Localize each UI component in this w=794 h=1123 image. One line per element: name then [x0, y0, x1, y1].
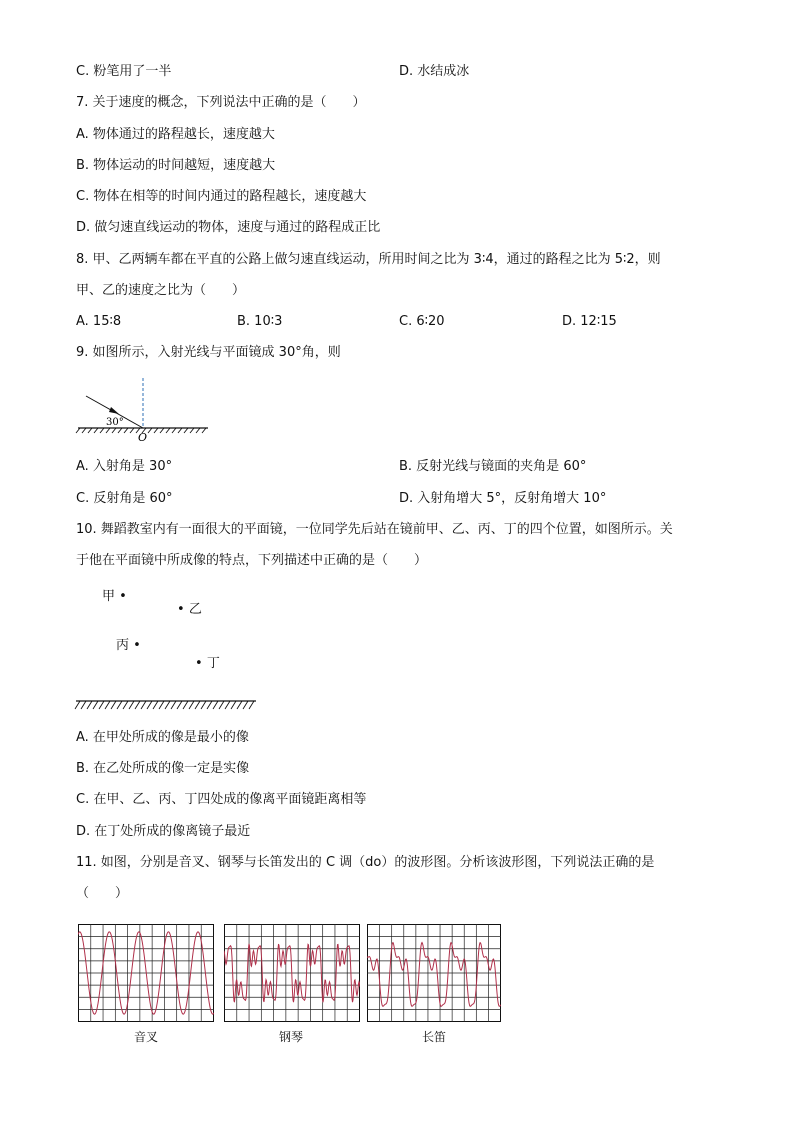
q9-option-b: B. 反射光线与镜面的夹角是 60°: [399, 459, 587, 474]
q6-option-d: D. 水结成冰: [399, 64, 470, 79]
q10-stem-line1: 10. 舞蹈教室内有一面很大的平面镜，一位同学先后站在镜前甲、乙、丙、丁的四个位置，如图所示。关: [76, 522, 673, 537]
q10-option-a: A. 在甲处所成的像是最小的像: [76, 730, 249, 745]
q7-option-b: B. 物体运动的时间越短，速度越大: [76, 158, 276, 173]
mirror-reflection-figure: [74, 374, 214, 444]
point-o-label: O: [138, 431, 148, 444]
position-bing: 丙 •: [116, 638, 141, 653]
q11-stem-line2: （ ）: [76, 886, 129, 901]
q8-stem-line1: 8. 甲、乙两辆车都在平直的公路上做匀速直线运动，所用时间之比为 3∶4，通过的路程之比为 5∶2，则: [76, 252, 661, 267]
q6-option-c: C. 粉笔用了一半: [76, 64, 172, 79]
waveform-flute: [367, 924, 501, 1022]
mirror-hatch: [74, 698, 260, 712]
position-yi: • 乙: [177, 602, 202, 617]
q7-option-d: D. 做匀速直线运动的物体，速度与通过的路程成正比: [76, 220, 381, 235]
caption-flute: 长笛: [422, 1030, 447, 1044]
position-ding: • 丁: [195, 656, 220, 671]
q8-option-a: A. 15∶8: [76, 314, 122, 329]
q10-stem-line2: 于他在平面镜中所成像的特点，下列描述中正确的是（ ）: [76, 553, 428, 568]
position-jia: 甲 •: [102, 589, 127, 604]
q8-stem-line2: 甲、乙的速度之比为（ ）: [76, 283, 246, 298]
q7-option-c: C. 物体在相等的时间内通过的路程越长，速度越大: [76, 189, 367, 204]
caption-tuning-fork: 音叉: [134, 1030, 159, 1044]
q9-option-d: D. 入射角增大 5°，反射角增大 10°: [399, 491, 607, 506]
q8-option-d: D. 12∶15: [562, 314, 617, 329]
q11-stem-line1: 11. 如图，分别是音叉、钢琴与长笛发出的 C 调（do）的波形图。分析该波形图，下列说法正确的是: [76, 855, 655, 870]
angle-label: 30°: [106, 417, 124, 428]
q8-option-b: B. 10∶3: [237, 314, 283, 329]
waveform-tuning-fork: [78, 924, 214, 1022]
q9-option-a: A. 入射角是 30°: [76, 459, 173, 474]
q10-option-c: C. 在甲、乙、丙、丁四处成的像离平面镜距离相等: [76, 792, 367, 807]
q7-option-a: A. 物体通过的路程越长，速度越大: [76, 127, 275, 142]
q9-stem: 9. 如图所示，入射光线与平面镜成 30°角，则: [76, 345, 341, 360]
q8-option-c: C. 6∶20: [399, 314, 445, 329]
caption-piano: 钢琴: [279, 1030, 304, 1044]
q10-option-b: B. 在乙处所成的像一定是实像: [76, 761, 250, 776]
q9-option-c: C. 反射角是 60°: [76, 491, 173, 506]
q7-stem: 7. 关于速度的概念，下列说法中正确的是（ ）: [76, 95, 366, 110]
q10-option-d: D. 在丁处所成的像离镜子最近: [76, 824, 251, 839]
waveform-piano: [224, 924, 360, 1022]
